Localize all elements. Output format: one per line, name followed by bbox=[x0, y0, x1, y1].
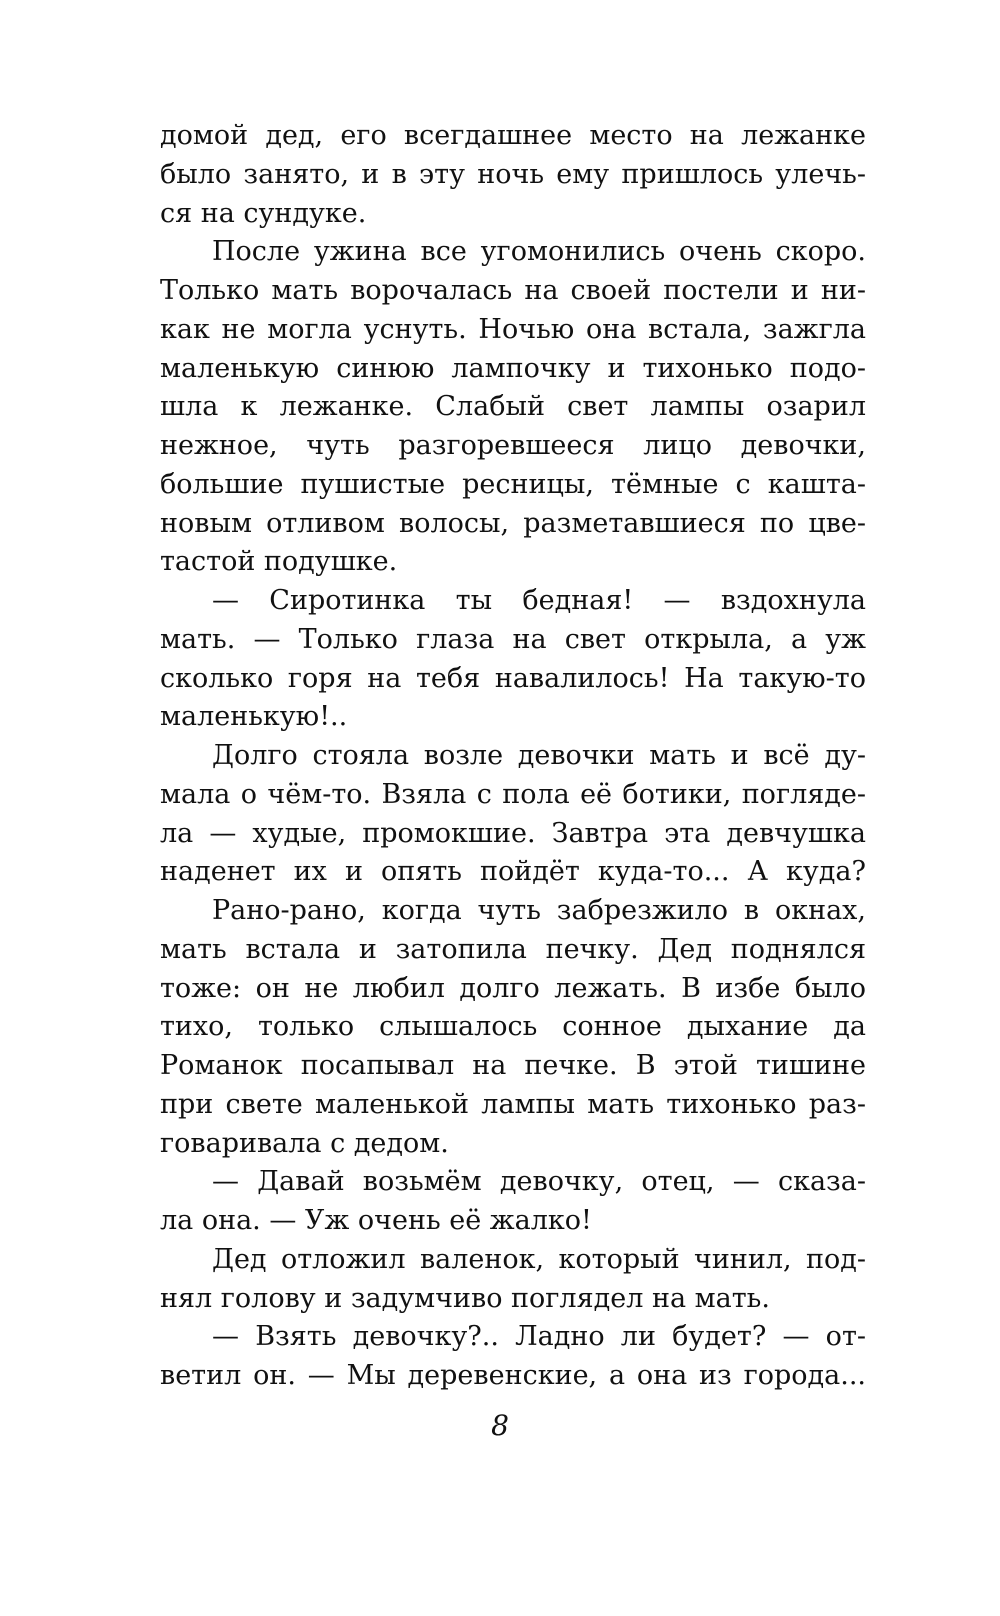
text-line: говаривала с дедом. bbox=[160, 1127, 449, 1159]
text-line: нял голову и задумчиво поглядел на мать. bbox=[160, 1282, 770, 1314]
text-line: Только мать ворочалась на своей постели и ни- bbox=[160, 275, 866, 306]
text-line: Долго стояла возле девочки мать и всё ду- bbox=[212, 740, 866, 771]
text-line: сколько горя на тебя навалилось! На такую-то bbox=[160, 662, 866, 694]
text-line: как не могла уснуть. Ночью она встала, зажгла bbox=[160, 313, 866, 345]
text-line: было занято, и в эту ночь ему пришлось улечь- bbox=[160, 158, 866, 190]
text-line: Романок посапывал на печке. В этой тишине bbox=[160, 1050, 866, 1081]
text-line: мала о чём-то. Взяла с пола её ботики, погляде- bbox=[160, 778, 866, 810]
text-line: мать. — Только глаза на свет открыла, а уж bbox=[160, 623, 866, 655]
page-number: 8 bbox=[491, 1409, 509, 1442]
text-line: маленькую синюю лампочку и тихонько подо- bbox=[160, 352, 866, 384]
text-line: наденет их и опять пойдёт куда-то... А куда? bbox=[160, 856, 866, 888]
text-line: мать встала и затопила печку. Дед поднялся bbox=[160, 933, 866, 965]
text-line: Рано-рано, когда чуть забрезжило в окнах, bbox=[212, 895, 866, 926]
text-line: домой дед, его всегдашнее место на лежанке bbox=[160, 120, 866, 151]
text-line: — Давай возьмём девочку, отец, — сказа- bbox=[212, 1166, 866, 1198]
text-line: маленькую!.. bbox=[160, 701, 348, 733]
text-line: новым отливом волосы, разметавшиеся по цве- bbox=[160, 507, 866, 539]
text-line: тастой подушке. bbox=[160, 546, 398, 578]
text-line: тихо, только слышалось сонное дыхание да bbox=[160, 1011, 866, 1043]
text-line: нежное, чуть разгоревшееся лицо девочки, bbox=[160, 430, 866, 461]
text-line: ла она. — Уж очень её жалко! bbox=[160, 1205, 592, 1236]
text-line: тоже: он не любил долго лежать. В избе было bbox=[160, 972, 866, 1004]
text-line: — Сиротинка ты бедная! — вздохнула bbox=[212, 585, 866, 616]
text-line: при свете маленькой лампы мать тихонько раз- bbox=[160, 1088, 866, 1120]
text-line: После ужина все угомонились очень скоро. bbox=[212, 236, 866, 268]
text-line: ветил он. — Мы деревенские, а она из города... bbox=[160, 1360, 866, 1391]
text-line: ла — худые, промокшие. Завтра эта девчушка bbox=[160, 817, 866, 849]
text-line: ся на сундуке. bbox=[160, 197, 367, 229]
text-line: большие пушистые ресницы, тёмные с кашта- bbox=[160, 468, 866, 500]
body-text bbox=[160, 117, 866, 1396]
text-line: шла к лежанке. Слабый свет лампы озарил bbox=[160, 391, 866, 423]
text-line: Дед отложил валенок, который чинил, под- bbox=[212, 1243, 866, 1275]
text-line: — Взять девочку?.. Ладно ли будет? — от- bbox=[212, 1321, 866, 1353]
